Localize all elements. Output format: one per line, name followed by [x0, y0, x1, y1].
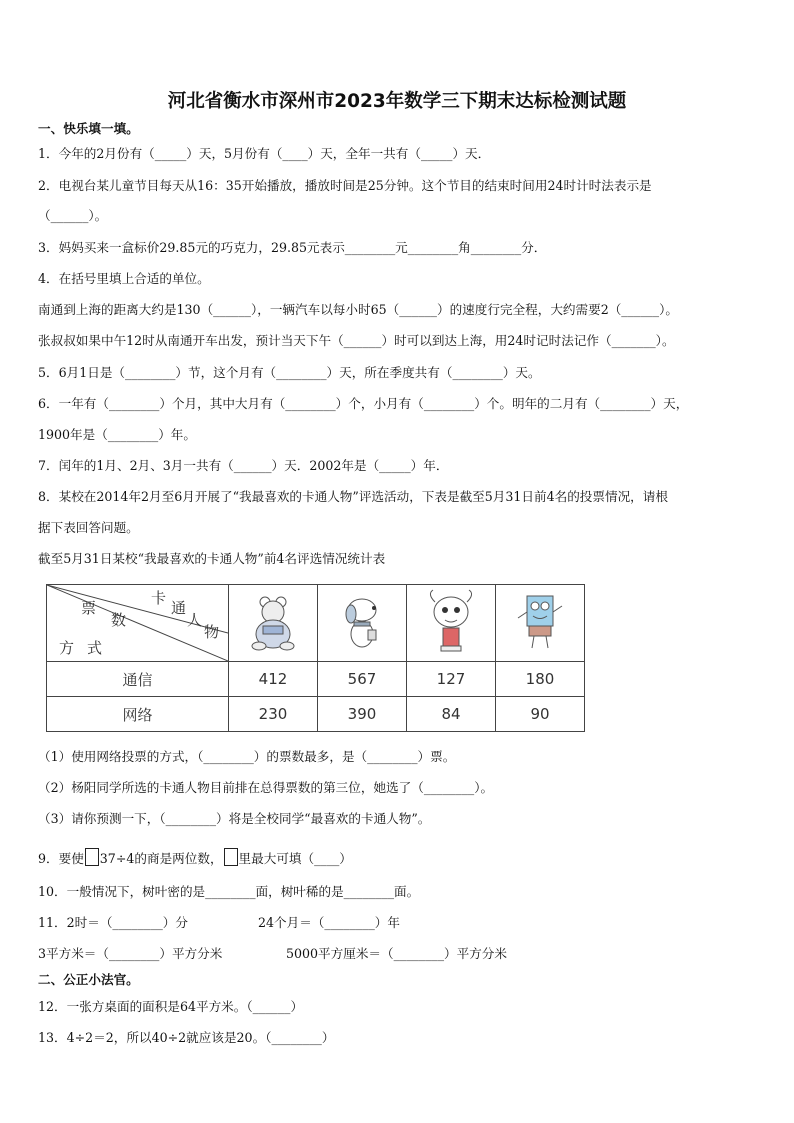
header-char-piao: 票	[81, 599, 97, 617]
question-9-part-c: 里最大可填（____）	[238, 851, 352, 866]
question-12: 12．一张方桌面的面积是64平方米。（______）	[38, 999, 304, 1014]
header-char-ren: 人	[187, 611, 203, 629]
question-13: 13．4÷2＝2，所以40÷2就应该是20。（________）	[38, 1030, 335, 1045]
question-7: 7．闰年的1月、2月、3月一共有（______）天．2002年是（_____）年．	[38, 458, 449, 473]
goat-icon	[421, 588, 481, 654]
table-cell: 412	[229, 662, 318, 697]
cartoon-image-snoopy	[318, 585, 407, 662]
question-8-line-2: 据下表回答问题。	[38, 520, 139, 535]
table-header-diagonal-cell	[47, 585, 229, 662]
snoopy-icon	[332, 588, 392, 654]
row-label-wangluo: 网络	[47, 697, 229, 732]
header-char-wu: 物	[204, 623, 220, 641]
page-title: 河北省衡水市深州市2023年数学三下期末达标检测试题	[167, 91, 627, 112]
question-3: 3．妈妈买来一盒标价29.85元的巧克力，29.85元表示________元________角________分．	[38, 240, 547, 255]
question-11-d: 5000平方厘米＝（________）平方分米	[286, 946, 507, 961]
question-8-line-1: 8．某校在2014年2月至6月开展了“我最喜欢的卡通人物”评选活动，下表是截至5月31日前4名的投票情况，请根	[38, 489, 668, 504]
header-char-shi: 式	[87, 639, 103, 657]
question-6-line-1: 6．一年有（________）个月，其中大月有（________）个，小月有（________）个。明年的二月有（________）天，	[38, 396, 689, 411]
question-8-sub-2: （2）杨阳同学所选的卡通人物目前排在总得票数的第三位，她选了（________）。	[38, 780, 494, 795]
header-char-ka: 卡	[151, 589, 167, 607]
question-9-part-b: 37÷4的商是两位数，	[99, 851, 223, 866]
question-4-line-a: 南通到上海的距离大约是130（______），一辆汽车以每小时65（______）的速度行完全程，大约需要2（______）。	[38, 302, 678, 317]
row-label-tongxin: 通信	[47, 662, 229, 697]
question-2-line-1: 2．电视台某儿童节目每天从16：35开始播放，播放时间是25分钟。这个节目的结束时间用24时计时法表示是	[38, 178, 652, 193]
question-8-sub-3: （3）请你预测一下，（________）将是全校同学“最喜欢的卡通人物”。	[38, 811, 431, 826]
question-4: 4．在括号里填上合适的单位。	[38, 271, 210, 286]
question-6-line-2: 1900年是（________）年。	[38, 427, 196, 442]
blank-box	[85, 848, 99, 866]
spongebob-icon	[510, 588, 570, 654]
question-10: 10．一般情况下，树叶密的是________面，树叶稀的是________面。	[38, 884, 420, 899]
cartoon-image-pooh	[229, 585, 318, 662]
blank-box	[224, 848, 238, 866]
cartoon-image-spongebob	[496, 585, 585, 662]
table-row	[47, 662, 585, 697]
header-char-fang: 方	[59, 639, 75, 657]
question-11-b: 24个月＝（________）年	[258, 915, 400, 930]
header-char-shu: 数	[111, 611, 127, 629]
section-two-heading: 二、公正小法官。	[38, 972, 139, 987]
question-1: 1．今年的2月份有（_____）天，5月份有（____）天，全年一共有（_____）天．	[38, 146, 491, 161]
question-8-sub-1: （1）使用网络投票的方式，（________）的票数最多，是（________）票。	[38, 749, 456, 764]
table-caption: 截至5月31日某校“我最喜欢的卡通人物”前4名评选情况统计表	[38, 551, 386, 566]
cartoon-image-lazy-goat	[407, 585, 496, 662]
question-4-line-b: 张叔叔如果中午12时从南通开车出发，预计当天下午（______）时可以到达上海，用24时记时法记作（_______）。	[38, 333, 675, 348]
question-11-c: 3平方米＝（________）平方分米	[38, 946, 223, 961]
table-row	[47, 697, 585, 732]
table-cell: 180	[496, 662, 585, 697]
table-cell: 567	[318, 662, 407, 697]
question-5: 5．6月1日是（________）节，这个月有（________）天，所在季度共有（________）天。	[38, 365, 541, 380]
table-cell: 390	[318, 697, 407, 732]
table-cell: 230	[229, 697, 318, 732]
table-cell: 84	[407, 697, 496, 732]
vote-statistics-table	[46, 584, 585, 732]
table-cell: 127	[407, 662, 496, 697]
pooh-icon	[243, 588, 303, 654]
question-9-part-a: 9．要使	[38, 851, 84, 866]
question-2-line-2: （______）。	[38, 208, 108, 223]
header-char-tong: 通	[171, 599, 187, 617]
question-11-a: 11．2时＝（________）分	[38, 915, 188, 930]
section-one-heading: 一、快乐填一填。	[38, 121, 139, 136]
question-9	[38, 848, 352, 867]
table-cell: 90	[496, 697, 585, 732]
